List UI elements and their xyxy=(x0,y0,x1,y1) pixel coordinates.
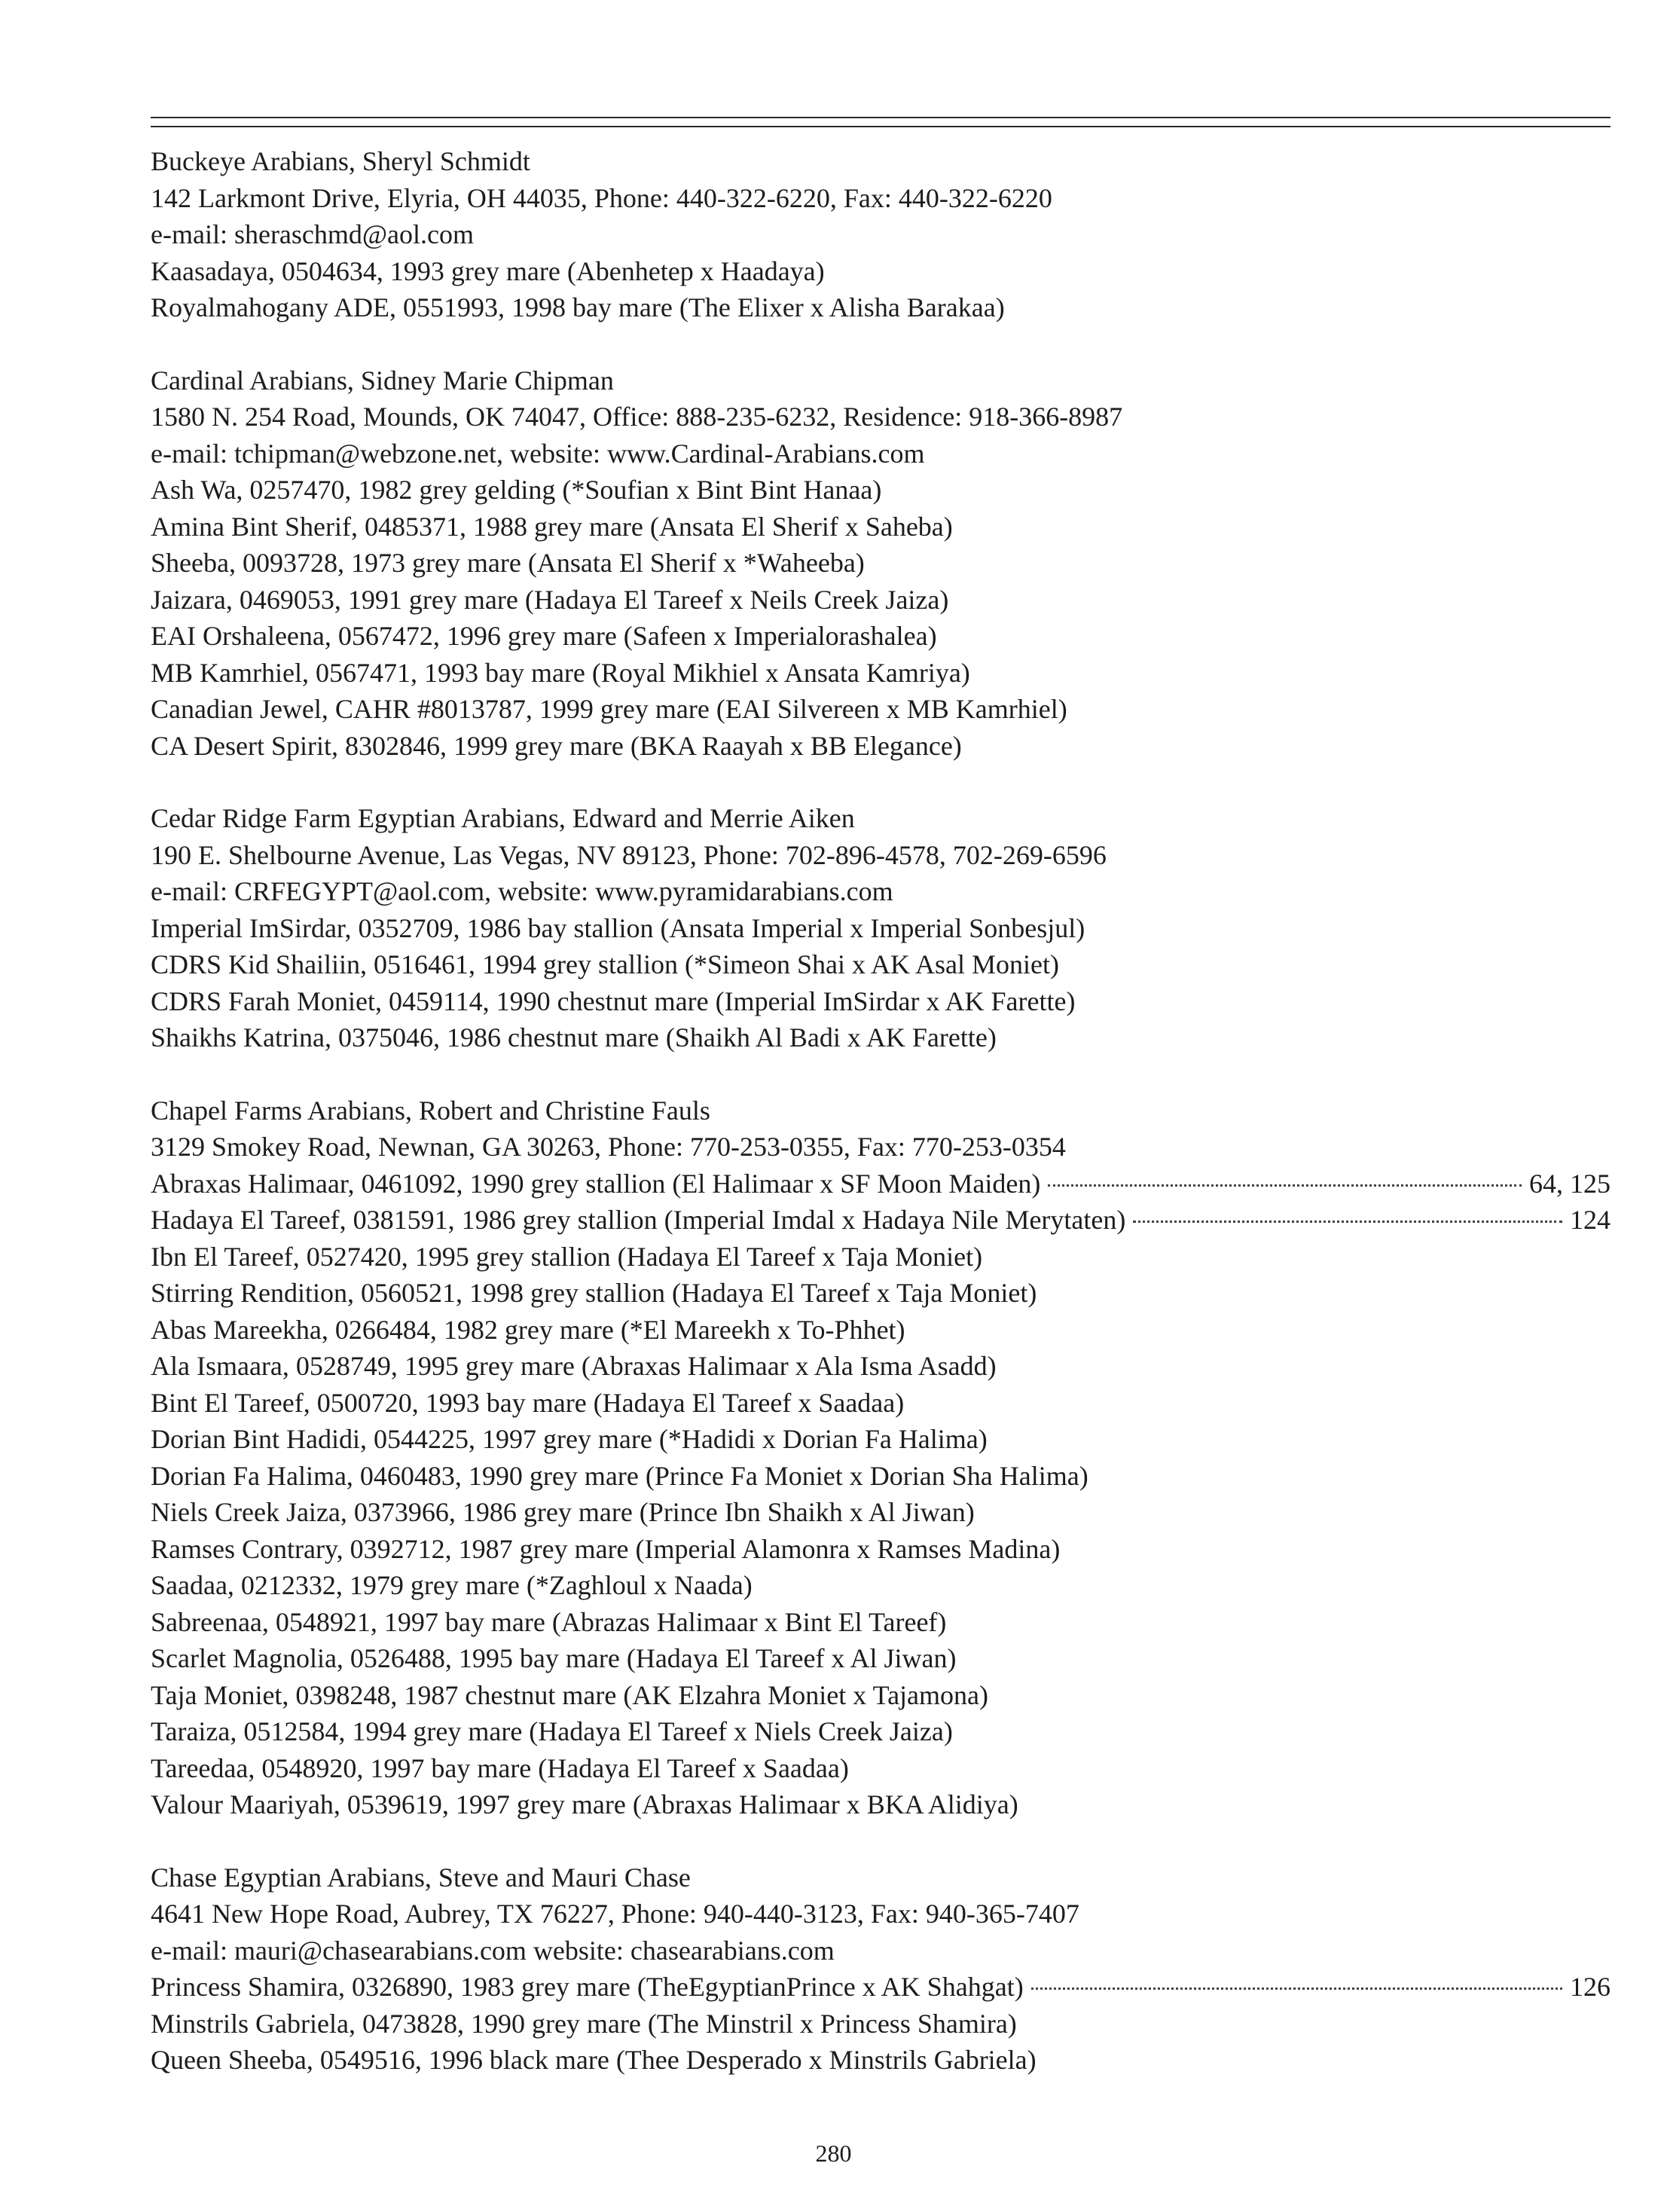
listing-line: Stirring Rendition, 0560521, 1998 grey stallion (Hadaya El Tareef x Taja Moniet) xyxy=(151,1278,1037,1308)
breeder-entry xyxy=(151,362,1611,765)
page-reference: 126 xyxy=(1570,1972,1611,2002)
breeder-name: Chapel Farms Arabians, Robert and Christine Fauls xyxy=(151,1095,710,1126)
listing-line: Imperial ImSirdar, 0352709, 1986 bay stallion (Ansata Imperial x Imperial Sonbesjul) xyxy=(151,912,1085,943)
listing-line: e-mail: tchipman@webzone.net, website: www.Cardinal-Arabians.com xyxy=(151,438,925,469)
listing-text: Abraxas Halimaar, 0461092, 1990 grey stallion (El Halimaar x SF Moon Maiden) xyxy=(151,1168,1041,1199)
listing-line: Abas Mareekha, 0266484, 1982 grey mare (*El Mareekh x To-Phhet) xyxy=(151,1314,905,1345)
dot-leader xyxy=(1031,1987,1562,1990)
listing-line: 4641 New Hope Road, Aubrey, TX 76227, Phone: 940-440-3123, Fax: 940-365-7407 xyxy=(151,1899,1079,1929)
listing-line: Ash Wa, 0257470, 1982 grey gelding (*Soufian x Bint Bint Hanaa) xyxy=(151,475,882,505)
listing-line: Kaasadaya, 0504634, 1993 grey mare (Abenhetep x Haadaya) xyxy=(151,255,825,286)
listing-line: Valour Maariyah, 0539619, 1997 grey mare (Abraxas Halimaar x BKA Alidiya) xyxy=(151,1789,1018,1819)
listing-line-with-page-ref xyxy=(151,1166,1611,1202)
header-rules xyxy=(151,117,1611,127)
listing-line: Taja Moniet, 0398248, 1987 chestnut mare (AK Elzahra Moniet x Tajamona) xyxy=(151,1679,988,1710)
listing-line: MB Kamrhiel, 0567471, 1993 bay mare (Royal Mikhiel x Ansata Kamriya) xyxy=(151,657,970,688)
listing-line: CA Desert Spirit, 8302846, 1999 grey mare (BKA Raayah x BB Elegance) xyxy=(151,730,962,761)
listing-line: CDRS Kid Shailiin, 0516461, 1994 grey stallion (*Simeon Shai x AK Asal Moniet) xyxy=(151,949,1059,979)
listing-line-with-page-ref xyxy=(151,1969,1611,2006)
listing-line: EAI Orshaleena, 0567472, 1996 grey mare (Safeen x Imperialorashalea) xyxy=(151,621,937,651)
page-reference: 64, 125 xyxy=(1529,1168,1611,1199)
header-rule-bottom xyxy=(151,126,1611,127)
breeder-entry xyxy=(151,143,1611,326)
directory-listing xyxy=(151,143,1611,2115)
listing-line: Canadian Jewel, CAHR #8013787, 1999 grey mare (EAI Silvereen x MB Kamrhiel) xyxy=(151,694,1067,724)
listing-line: Scarlet Magnolia, 0526488, 1995 bay mare (Hadaya El Tareef x Al Jiwan) xyxy=(151,1643,957,1673)
listing-line: Ala Ismaara, 0528749, 1995 grey mare (Abraxas Halimaar x Ala Isma Asadd) xyxy=(151,1351,997,1381)
listing-line: Taraiza, 0512584, 1994 grey mare (Hadaya El Tareef x Niels Creek Jaiza) xyxy=(151,1716,953,1746)
listing-line: 3129 Smokey Road, Newnan, GA 30263, Phone: 770-253-0355, Fax: 770-253-0354 xyxy=(151,1132,1066,1162)
listing-text: Hadaya El Tareef, 0381591, 1986 grey stallion (Imperial Imdal x Hadaya Nile Merytaten) xyxy=(151,1205,1126,1235)
breeder-name: Buckeye Arabians, Sheryl Schmidt xyxy=(151,146,530,176)
listing-line: Shaikhs Katrina, 0375046, 1986 chestnut mare (Shaikh Al Badi x AK Farette) xyxy=(151,1022,997,1053)
listing-line: Sheeba, 0093728, 1973 grey mare (Ansata El Sherif x *Waheeba) xyxy=(151,548,865,578)
page-reference: 124 xyxy=(1570,1205,1611,1235)
listing-line: Niels Creek Jaiza, 0373966, 1986 grey mare (Prince Ibn Shaikh x Al Jiwan) xyxy=(151,1497,975,1527)
breeder-name: Chase Egyptian Arabians, Steve and Mauri Chase xyxy=(151,1862,691,1893)
listing-line: Royalmahogany ADE, 0551993, 1998 bay mare (The Elixer x Alisha Barakaa) xyxy=(151,292,1005,322)
listing-line: 1580 N. 254 Road, Mounds, OK 74047, Office: 888-235-6232, Residence: 918-366-8987 xyxy=(151,402,1123,432)
listing-line: Ibn El Tareef, 0527420, 1995 grey stallion (Hadaya El Tareef x Taja Moniet) xyxy=(151,1241,983,1272)
listing-line: Tareedaa, 0548920, 1997 bay mare (Hadaya El Tareef x Saadaa) xyxy=(151,1752,849,1783)
listing-line: Minstrils Gabriela, 0473828, 1990 grey mare (The Minstril x Princess Shamira) xyxy=(151,2008,1017,2039)
breeder-entry xyxy=(151,800,1611,1056)
listing-line: Amina Bint Sherif, 0485371, 1988 grey mare (Ansata El Sherif x Saheba) xyxy=(151,511,953,542)
listing-line: Ramses Contrary, 0392712, 1987 grey mare (Imperial Alamonra x Ramses Madina) xyxy=(151,1533,1061,1564)
breeder-entry xyxy=(151,1092,1611,1823)
dot-leader xyxy=(1133,1221,1562,1223)
listing-line: 142 Larkmont Drive, Elyria, OH 44035, Phone: 440-322-6220, Fax: 440-322-6220 xyxy=(151,182,1052,213)
dot-leader xyxy=(1048,1184,1522,1187)
listing-line: e-mail: sheraschmd@aol.com xyxy=(151,219,475,249)
listing-line: 190 E. Shelbourne Avenue, Las Vegas, NV 89123, Phone: 702-896-4578, 702-269-6596 xyxy=(151,839,1107,870)
listing-line-with-page-ref xyxy=(151,1202,1611,1239)
listing-line: Jaizara, 0469053, 1991 grey mare (Hadaya El Tareef x Neils Creek Jaiza) xyxy=(151,584,949,615)
listing-line: Dorian Fa Halima, 0460483, 1990 grey mare (Prince Fa Moniet x Dorian Sha Halima) xyxy=(151,1460,1088,1491)
listing-line: Sabreenaa, 0548921, 1997 bay mare (Abrazas Halimaar x Bint El Tareef) xyxy=(151,1606,947,1637)
breeder-name: Cedar Ridge Farm Egyptian Arabians, Edward and Merrie Aiken xyxy=(151,803,855,833)
page-number: 280 xyxy=(815,2140,852,2167)
breeder-name: Cardinal Arabians, Sidney Marie Chipman xyxy=(151,365,614,396)
listing-line: Dorian Bint Hadidi, 0544225, 1997 grey mare (*Hadidi x Dorian Fa Halima) xyxy=(151,1424,988,1454)
listing-text: Princess Shamira, 0326890, 1983 grey mare (TheEgyptianPrince x AK Shahgat) xyxy=(151,1972,1024,2002)
listing-line: Queen Sheeba, 0549516, 1996 black mare (Thee Desperado x Minstrils Gabriela) xyxy=(151,2045,1037,2075)
listing-line: e-mail: mauri@chasearabians.com website: chasearabians.com xyxy=(151,1935,835,1966)
listing-line: Bint El Tareef, 0500720, 1993 bay mare (Hadaya El Tareef x Saadaa) xyxy=(151,1387,905,1418)
listing-line: CDRS Farah Moniet, 0459114, 1990 chestnut mare (Imperial ImSirdar x AK Farette) xyxy=(151,985,1076,1016)
listing-line: e-mail: CRFEGYPT@aol.com, website: www.pyramidarabians.com xyxy=(151,876,893,906)
header-rule-top xyxy=(151,117,1611,118)
listing-line: Saadaa, 0212332, 1979 grey mare (*Zaghloul x Naada) xyxy=(151,1570,753,1600)
breeder-entry xyxy=(151,1859,1611,2079)
